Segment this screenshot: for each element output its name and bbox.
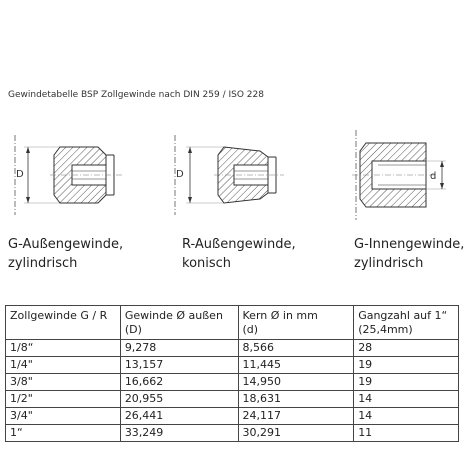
dimension-label: D: [176, 169, 184, 180]
cell-outer-diameter: 9,278: [120, 340, 238, 357]
cell-threads-per-inch: 19: [354, 374, 459, 391]
table-row: [6, 374, 459, 391]
g-external-thread-drawing: [10, 125, 130, 225]
cell-outer-diameter: 16,662: [120, 374, 238, 391]
caption-g-internal: G-Innengewinde, zylindrisch: [354, 237, 465, 271]
cell-size: 1/2": [6, 391, 121, 408]
cell-core-diameter: 18,631: [238, 391, 354, 408]
cell-core-diameter: 11,445: [238, 357, 354, 374]
cell-outer-diameter: 20,955: [120, 391, 238, 408]
dimension-label: d: [430, 171, 437, 182]
table-header-row: [6, 306, 459, 340]
g-internal-thread-drawing: [338, 125, 458, 225]
page-title: Gewindetabelle BSP Zollgewinde nach DIN 259 / ISO 228: [8, 90, 264, 100]
cell-threads-per-inch: 14: [354, 408, 459, 425]
header-kern: Kern Ø in mm (d): [238, 306, 354, 340]
cell-size: 1/8“: [6, 340, 121, 357]
dimension-label: D: [16, 169, 24, 180]
cell-outer-diameter: 26,441: [120, 408, 238, 425]
thread-table: [5, 305, 459, 442]
cell-core-diameter: 30,291: [238, 425, 354, 442]
cell-size: 1/4": [6, 357, 121, 374]
cell-threads-per-inch: 11: [354, 425, 459, 442]
caption-g-external: G-Außengewinde, zylindrisch: [8, 237, 124, 271]
cell-outer-diameter: 33,249: [120, 425, 238, 442]
header-gangzahl: Gangzahl auf 1“ (25,4mm): [354, 306, 459, 340]
cell-core-diameter: 8,566: [238, 340, 354, 357]
cell-outer-diameter: 13,157: [120, 357, 238, 374]
table-row: [6, 357, 459, 374]
cell-threads-per-inch: 14: [354, 391, 459, 408]
cell-threads-per-inch: 19: [354, 357, 459, 374]
table-row: [6, 340, 459, 357]
header-gewinde-aussen: Gewinde Ø außen (D): [120, 306, 238, 340]
cell-size: 3/4": [6, 408, 121, 425]
table-row: [6, 408, 459, 425]
cell-core-diameter: 24,117: [238, 408, 354, 425]
cell-core-diameter: 14,950: [238, 374, 354, 391]
cell-threads-per-inch: 28: [354, 340, 459, 357]
cell-size: 3/8": [6, 374, 121, 391]
caption-r-external: R-Außengewinde, konisch: [182, 237, 296, 271]
table-row: [6, 391, 459, 408]
r-external-thread-drawing: [170, 125, 290, 225]
cell-size: 1“: [6, 425, 121, 442]
table-row: [6, 425, 459, 442]
header-zollgewinde: Zollgewinde G / R: [6, 306, 121, 340]
